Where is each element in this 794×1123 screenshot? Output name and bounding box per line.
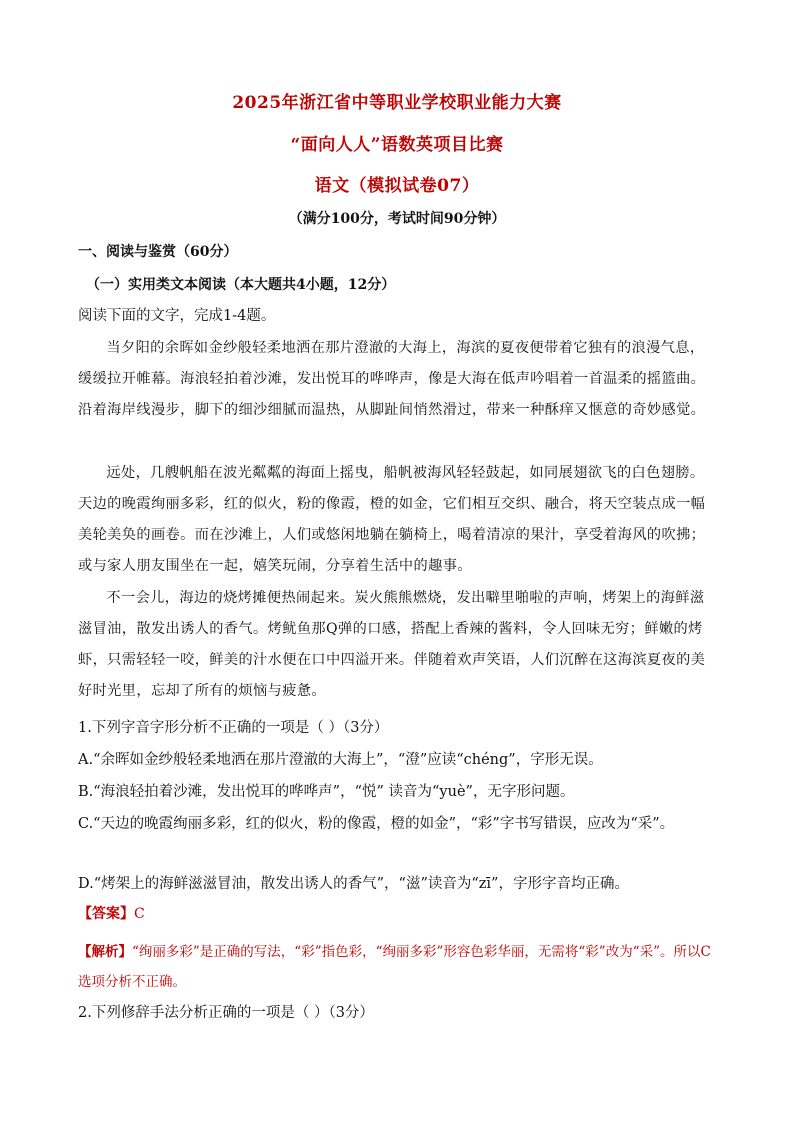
passage-paragraph-3: 不一会儿，海边的烧烤摊便热闹起来。炭火熊熊燃烧，发出噼里啪啦的声响，烤架上的海鲜滋滋冒油，散发出诱人的香气。烤鱿鱼那Q弹的口感，搭配上香辣的酱料，令人回味无穷；鲜嫩的烤虾，只需轻轻一咬，鲜美的汁水便在口中四溢开来。伴随着欢声笑语，人们沉醉在这海滨夏夜的美好时光里，忘却了所有的烦恼与疲惫。	[78, 590, 706, 699]
answer-value: C	[134, 906, 145, 922]
answer-tag: 【答案】	[78, 906, 134, 922]
passage-paragraph-1: 当夕阳的余晖如金纱般轻柔地洒在那片澄澈的大海上，海滨的夏夜便带着它独有的浪漫气息，缓缓拉开帷幕。海浪轻拍着沙滩，发出悦耳的哗哗声，像是大海在低声吟唱着一首温柔的摇篮曲。沿着海岸线漫步，脚下的细沙细腻而温热，从脚趾间悄然滑过，带来一种酥痒又惬意的奇妙感觉。	[78, 340, 706, 418]
question-1-explanation	[78, 937, 718, 997]
question-1-answer	[78, 903, 145, 923]
passage-paragraph-2: 远处，几艘帆船在波光粼粼的海面上摇曳，船帆被海风轻轻鼓起，如同展翅欲飞的白色翅膀。天边的晚霞绚丽多彩，红的似火，粉的像霞，橙的如金，它们相互交织、融合，将天空装点成一幅美轮美奂的画卷。而在沙滩上，人们或悠闲地躺在躺椅上，喝着清凉的果汁，享受着海风的吹拂；或与家人朋友围坐在一起，嬉笑玩闹，分享着生活中的趣事。	[78, 465, 706, 574]
exam-paper-title: 语文（模拟试卷07）	[314, 176, 480, 196]
question-1-stem: 1.下列字音字形分析不正确的一项是（ ）（3分）	[78, 720, 389, 736]
exam-title: 2025年浙江省中等职业学校职业能力大赛	[232, 93, 562, 113]
exam-project-title: “面向人人”语数英项目比赛	[290, 135, 504, 155]
exam-score-time: （满分100分，考试时间90分钟）	[288, 211, 506, 227]
question-1-option-b: B.“海浪轻拍着沙滩，发出悦耳的哗哗声”，“悦” 读音为“yuè”，无字形问题。	[78, 784, 575, 800]
question-2-stem: 2.下列修辞手法分析正确的一项是（ ）（3分）	[78, 1005, 374, 1021]
question-1-option-d: D.“烤架上的海鲜滋滋冒油，散发出诱人的香气”，“滋”读音为“zī”，字形字音均正确。	[78, 876, 629, 892]
question-1-option-c: C.“天边的晚霞绚丽多彩，红的似火，粉的像霞，橙的如金”，“彩”字书写错误，应改为“采”。	[78, 816, 675, 832]
reading-instruction: 阅读下面的文字，完成1-4题。	[78, 308, 276, 324]
subsection-heading-practical: （一）实用类文本阅读（本大题共4小题，12分）	[86, 277, 396, 293]
section-heading-reading: 一、阅读与鉴赏（60分）	[78, 244, 238, 260]
explanation-tag: 【解析】	[78, 944, 132, 960]
question-1-option-a: A.“余晖如金纱般轻柔地洒在那片澄澈的大海上”，“澄”应读“chéng”，字形无误。	[78, 752, 603, 768]
explanation-text: “绚丽多彩”是正确的写法，“彩”指色彩，“绚丽多彩”形容色彩华丽，无需将“彩”改为“采”。所以C选项分析不正确。	[78, 944, 711, 990]
